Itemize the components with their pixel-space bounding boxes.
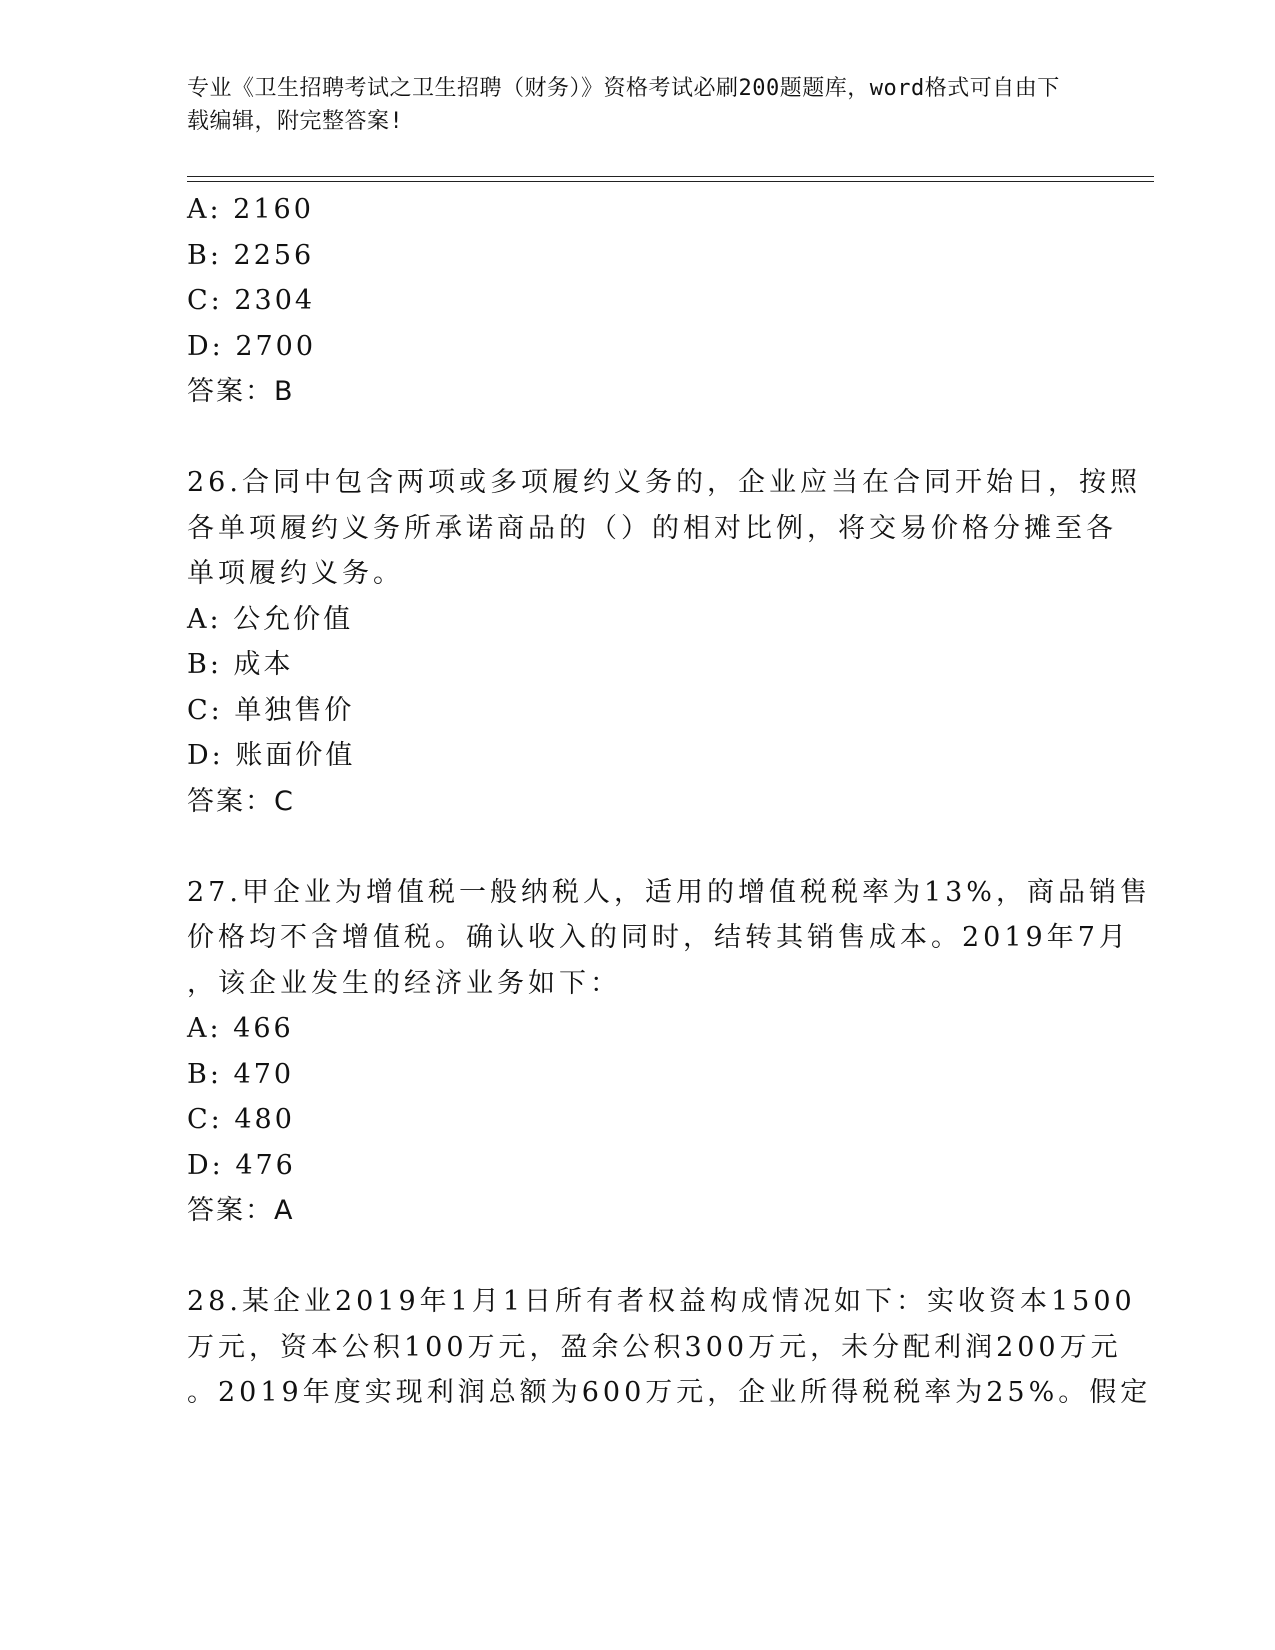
- option-c: C: 480: [187, 1104, 295, 1135]
- question-text-line: 26.合同中包含两项或多项履约义务的，企业应当在合同开始日，按照: [187, 467, 1141, 498]
- option-c: C: 单独售价: [187, 694, 355, 726]
- answer-label: 答案：C: [187, 785, 295, 817]
- document-header: 专业《卫生招聘考试之卫生招聘（财务）》资格考试必刷200题题库，word格式可自由下载编辑，附完整答案!: [187, 76, 1060, 134]
- question-text-line: 万元，资本公积100万元，盈余公积300万元，未分配利润200万元: [187, 1331, 1122, 1363]
- question-text-line: 27.甲企业为增值税一般纳税人，适用的增值税税率为13%，商品销售: [187, 876, 1151, 908]
- option-b: B: 成本: [187, 649, 294, 680]
- question-27: [187, 870, 1151, 1234]
- option-b: B: 470: [187, 1058, 295, 1090]
- answer-label: 答案：A: [187, 1195, 295, 1226]
- header-divider-top: [187, 176, 1154, 177]
- question-text-line: ，该企业发生的经济业务如下：: [187, 967, 621, 999]
- answer-label: 答案：B: [187, 376, 295, 407]
- document-body: [187, 187, 1152, 1416]
- question-text-line: 。2019年度实现利润总额为600万元，企业所得税税率为25%。假定: [187, 1377, 1152, 1408]
- question-text-line: 单项履约义务。: [187, 558, 404, 589]
- option-a: A: 公允价值: [187, 603, 354, 635]
- option-a: A: 466: [187, 1013, 294, 1044]
- question-text-line: 28.某企业2019年1月1日所有者权益构成情况如下：实收资本1500: [187, 1286, 1136, 1317]
- question-25-tail: [187, 187, 1067, 415]
- question-text-line: 各单项履约义务所承诺商品的（）的相对比例，将交易价格分摊至各: [187, 512, 1117, 544]
- question-text-line: 价格均不含增值税。确认收入的同时，结转其销售成本。2019年7月: [187, 922, 1130, 953]
- option-c: C: 2304: [187, 285, 316, 316]
- option-d: D: 账面价值: [187, 740, 356, 771]
- option-a: A: 2160: [187, 194, 314, 225]
- option-d: D: 476: [187, 1149, 296, 1181]
- header-divider-bottom: [187, 181, 1154, 182]
- option-d: D: 2700: [187, 330, 317, 362]
- option-b: B: 2256: [187, 239, 315, 271]
- question-26: [187, 460, 1141, 824]
- question-28: [187, 1279, 1152, 1416]
